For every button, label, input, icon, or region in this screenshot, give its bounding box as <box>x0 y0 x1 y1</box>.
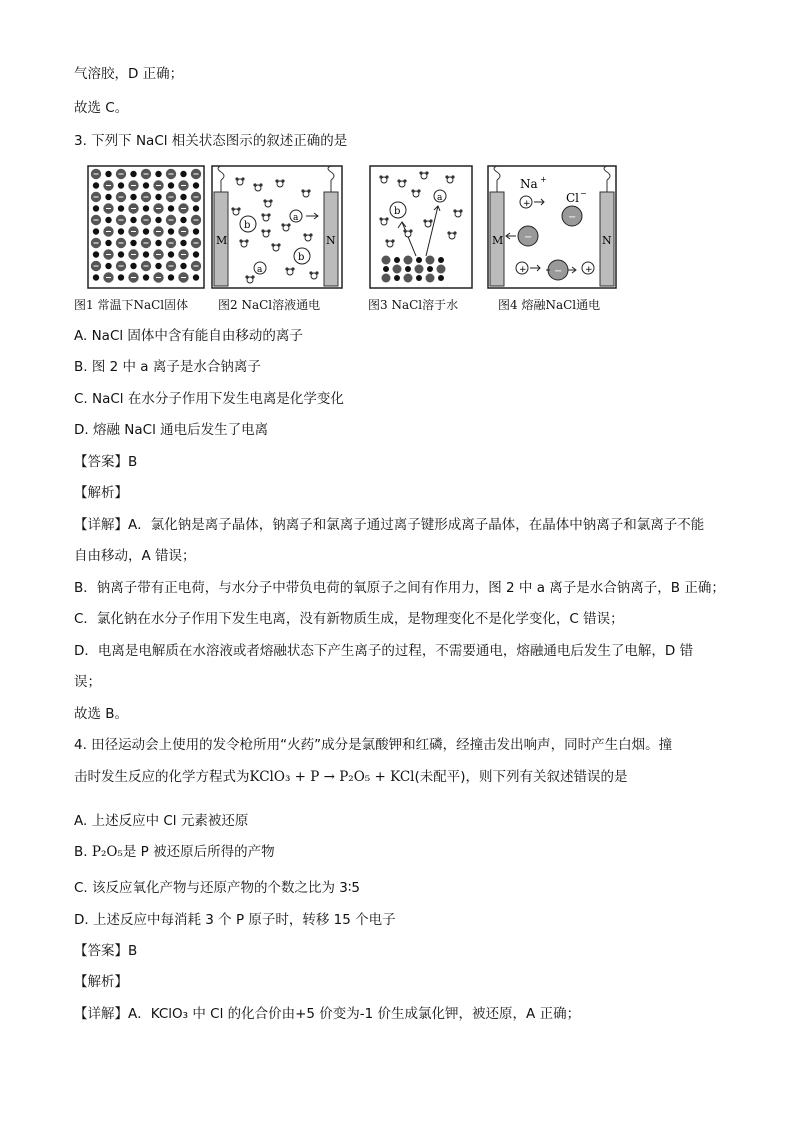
lattice-ion <box>93 228 100 235</box>
lattice-ion <box>93 251 100 258</box>
lattice-ion <box>404 274 413 283</box>
ion-a-label: a <box>437 193 443 203</box>
answer-label: 【答案】B <box>74 454 138 470</box>
lattice-ion <box>105 263 112 270</box>
ion-b-label: b <box>394 206 401 217</box>
lattice-ion <box>382 274 391 283</box>
ion-b-label: b <box>244 220 251 231</box>
na-charge: + <box>540 175 547 184</box>
figure-4-molten <box>486 164 618 290</box>
lattice-ion <box>118 182 125 189</box>
figure-row <box>74 164 646 314</box>
cl-charge: − <box>580 189 587 198</box>
p2o5-formula: P₂O₅ <box>91 844 123 860</box>
na-label: Na <box>520 177 538 191</box>
lattice-ion <box>438 275 444 281</box>
explain-b: B．钠离子带有正电荷，与水分子中带负电荷的氧原子之间有作用力，图 2 中 a 离子是水合钠离子，B 正确； <box>74 580 725 596</box>
caption-fig1: 图1 常温下NaCl固体 <box>74 298 189 312</box>
lattice-ion <box>155 194 162 201</box>
explain-4a: 【详解】A．KClO₃ 中 Cl 的化合价由+5 价变为-1 价生成氯化钾，被还原，A 正确； <box>74 1006 581 1022</box>
lattice-ion <box>180 217 187 224</box>
ion-b-label: b <box>298 252 305 263</box>
lattice-ion <box>426 274 435 283</box>
question-3: 3. 下列下 NaCl 相关状态图示的叙述正确的是 <box>74 133 348 149</box>
lattice-ion <box>180 194 187 201</box>
lattice-ion <box>118 205 125 212</box>
lattice-ion <box>143 182 150 189</box>
lattice-ion <box>155 217 162 224</box>
lattice-ion <box>155 171 162 178</box>
q4-text-post: (未配平)，则下列有关叙述错误的是 <box>414 769 628 785</box>
explain-d-1: D．电离是电解质在水溶液或者熔融状态下产生离子的过程，不需要通电，熔融通电后发生了电解，D 错 <box>74 643 694 659</box>
option-a: A. NaCl 固体中含有能自由移动的离子 <box>74 328 303 344</box>
q4-text-pre: 击时发生反应的化学方程式为 <box>74 769 250 785</box>
lattice-ion <box>105 171 112 178</box>
option-d: D. 熔融 NaCl 通电后发生了电离 <box>74 422 269 438</box>
chemical-equation: KClO₃ + P → P₂O₅ + KCl <box>249 769 415 785</box>
lattice-ion <box>416 275 422 281</box>
q4-option-d: D. 上述反应中每消耗 3 个 P 原子时，转移 15 个电子 <box>74 912 396 928</box>
lattice-ion <box>193 251 200 258</box>
lattice-ion <box>404 256 413 265</box>
lattice-ion <box>155 240 162 247</box>
figure-2-solution <box>210 164 344 290</box>
electrode-n-label: N <box>602 234 612 247</box>
lattice-ion <box>105 194 112 201</box>
figure-3-dissolving <box>368 164 474 290</box>
text-line: 气溶胶，D 正确； <box>74 66 184 82</box>
lattice-ion <box>193 228 200 235</box>
lattice-ion <box>168 228 175 235</box>
lattice-ion <box>180 171 187 178</box>
explain-a-2: 自由移动，A 错误； <box>74 548 196 564</box>
caption-fig3: 图3 NaCl溶于水 <box>368 298 459 312</box>
plus-sign: + <box>585 265 593 275</box>
lattice-ion <box>93 182 100 189</box>
cl-label: Cl <box>566 191 580 205</box>
lattice-ion <box>105 240 112 247</box>
lattice-ion <box>118 251 125 258</box>
q4-option-c: C. 该反应氧化产物与还原产物的个数之比为 3∶5 <box>74 880 360 896</box>
q4-option-b <box>74 842 275 862</box>
lattice-ion <box>143 251 150 258</box>
analysis-label: 【解析】 <box>74 485 128 501</box>
lattice-ion <box>130 171 137 178</box>
minus-sign: − <box>554 266 563 277</box>
lattice-ion <box>416 257 422 263</box>
lattice-ion <box>437 265 446 274</box>
lattice-ion <box>168 182 175 189</box>
lattice-ion <box>180 240 187 247</box>
figure-1-lattice <box>86 164 206 290</box>
ion-a-label: a <box>293 213 299 223</box>
lattice-ion <box>93 274 100 281</box>
question-4-line1: 4. 田径运动会上使用的发令枪所用“火药”成分是氯酸钾和红磷，经撞击发出响声，同时产生白烟。撞 <box>74 737 673 753</box>
electrode-n-label: N <box>326 234 336 247</box>
lattice-ion <box>427 266 433 272</box>
lattice-ion <box>143 228 150 235</box>
explain-c: C．氯化钠在水分子作用下发生电离，没有新物质生成，是物理变化不是化学变化，C 错误； <box>74 611 624 627</box>
electrode-m-label: M <box>216 234 228 247</box>
lattice-ion <box>405 266 411 272</box>
select-answer: 故选 B。 <box>74 706 129 722</box>
lattice-ion <box>394 257 400 263</box>
lattice-ion <box>193 205 200 212</box>
lattice-ion <box>118 228 125 235</box>
lattice-ion <box>394 275 400 281</box>
option-b: B. 图 2 中 a 离子是水合钠离子 <box>74 359 261 375</box>
lattice-ion <box>168 274 175 281</box>
q4-option-b-text: 是 P 被还原后所得的产物 <box>122 844 275 860</box>
lattice-ion <box>118 274 125 281</box>
lattice-ion <box>130 217 137 224</box>
ion-a-label: a <box>257 265 263 275</box>
lattice-ion <box>193 274 200 281</box>
lattice-ion <box>130 194 137 201</box>
lattice-ion <box>130 263 137 270</box>
answer-label: 【答案】B <box>74 943 138 959</box>
option-c: C. NaCl 在水分子作用下发生电离是化学变化 <box>74 391 344 407</box>
plus-sign: + <box>523 199 531 209</box>
lattice-ion <box>143 205 150 212</box>
lattice-ion <box>438 257 444 263</box>
analysis-label: 【解析】 <box>74 974 128 990</box>
q4-option-a: A. 上述反应中 Cl 元素被还原 <box>74 813 249 829</box>
lattice-ion <box>105 217 112 224</box>
lattice-ion <box>382 256 391 265</box>
plus-sign: + <box>519 265 527 275</box>
lattice-ion <box>383 266 389 272</box>
explain-a-1: 【详解】A．氯化钠是离子晶体，钠离子和氯离子通过离子键形成离子晶体，在晶体中钠离子和氯离子不能 <box>74 517 705 533</box>
lattice-ion <box>143 274 150 281</box>
question-4-line2 <box>74 767 628 787</box>
minus-sign: − <box>568 212 577 223</box>
lattice-ion <box>168 251 175 258</box>
lattice-ion <box>155 263 162 270</box>
lattice-ion <box>426 256 435 265</box>
text-line: 故选 C。 <box>74 100 129 116</box>
lattice-ion <box>193 182 200 189</box>
lattice-ion <box>168 205 175 212</box>
lattice-ion <box>93 205 100 212</box>
caption-fig4: 图4 熔融NaCl通电 <box>498 298 601 312</box>
lattice-ion <box>415 265 424 274</box>
lattice-ion <box>130 240 137 247</box>
q4-option-b-letter: B. <box>74 844 88 860</box>
lattice-ion <box>180 263 187 270</box>
lattice-ion <box>393 265 402 274</box>
electrode-m-label: M <box>492 234 504 247</box>
caption-fig2: 图2 NaCl溶液通电 <box>218 298 321 312</box>
explain-d-2: 误； <box>74 674 101 690</box>
minus-sign: − <box>524 232 533 243</box>
